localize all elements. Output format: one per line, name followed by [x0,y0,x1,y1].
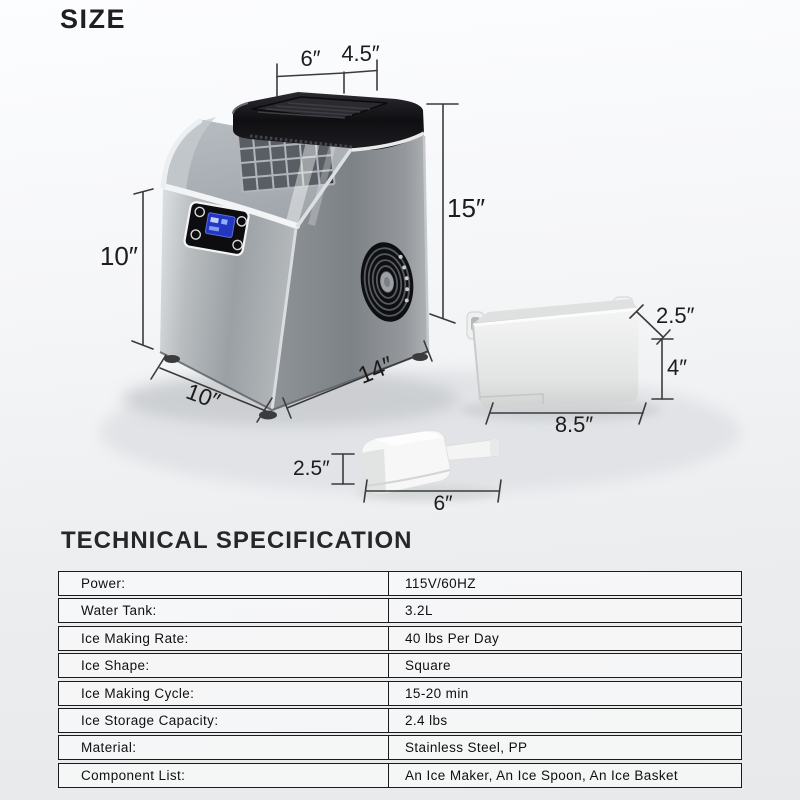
spec-value: An Ice Maker, An Ice Spoon, An Ice Basket [405,767,679,783]
dim-label-top-depth: 4.5″ [341,41,380,66]
spec-value: 40 lbs Per Day [405,630,500,646]
spec-value: Stainless Steel, PP [405,740,528,756]
size-title: SIZE [60,4,127,34]
spec-row-material [58,735,742,760]
dim-label-scoop-height: 2.5″ [293,457,330,480]
spec-label: Ice Storage Capacity: [59,709,389,732]
spec-label: Material: [59,736,389,759]
spec-row-water-tank [58,598,742,623]
spec-table [58,571,742,790]
spec-row-ice-making-cycle [58,681,742,706]
ice-basket-illustration [467,297,639,408]
dim-label-basket-length: 8.5″ [554,412,594,437]
spec-label: Component List: [59,764,389,787]
spec-row-power [58,571,742,596]
dim-label-base-depth: 14″ [354,351,398,390]
spec-row-ice-storage-capacity [58,708,742,733]
spec-value: 15-20 min [405,685,469,701]
dim-label-front-height: 10″ [99,241,138,271]
spec-value: 3.2L [405,603,433,619]
spec-label: Water Tank: [59,599,389,622]
spec-row-component-list [58,763,742,788]
spec-title: TECHNICAL SPECIFICATION [61,527,413,554]
spec-label: Ice Making Rate: [59,627,389,650]
control-panel [184,201,250,256]
spec-value: 115V/60HZ [405,576,476,591]
spec-label: Power: [59,572,389,595]
spec-value: Square [405,658,451,674]
spec-row-ice-shape [58,653,742,678]
spec-row-ice-making-rate [58,626,742,651]
spec-label: Ice Making Cycle: [59,682,389,705]
dim-label-top-width: 6″ [300,46,321,71]
dim-label-basket-height: 4″ [667,355,688,380]
spec-label: Ice Shape: [59,654,389,677]
dim-label-scoop-length: 6″ [433,492,453,515]
dim-label-height: 15″ [447,193,486,223]
spec-value: 2.4 lbs [405,712,448,728]
dim-label-basket-handle-height: 2.5″ [656,303,695,328]
lcd-display [205,212,235,237]
dim-label-base-width: 10″ [182,377,224,415]
